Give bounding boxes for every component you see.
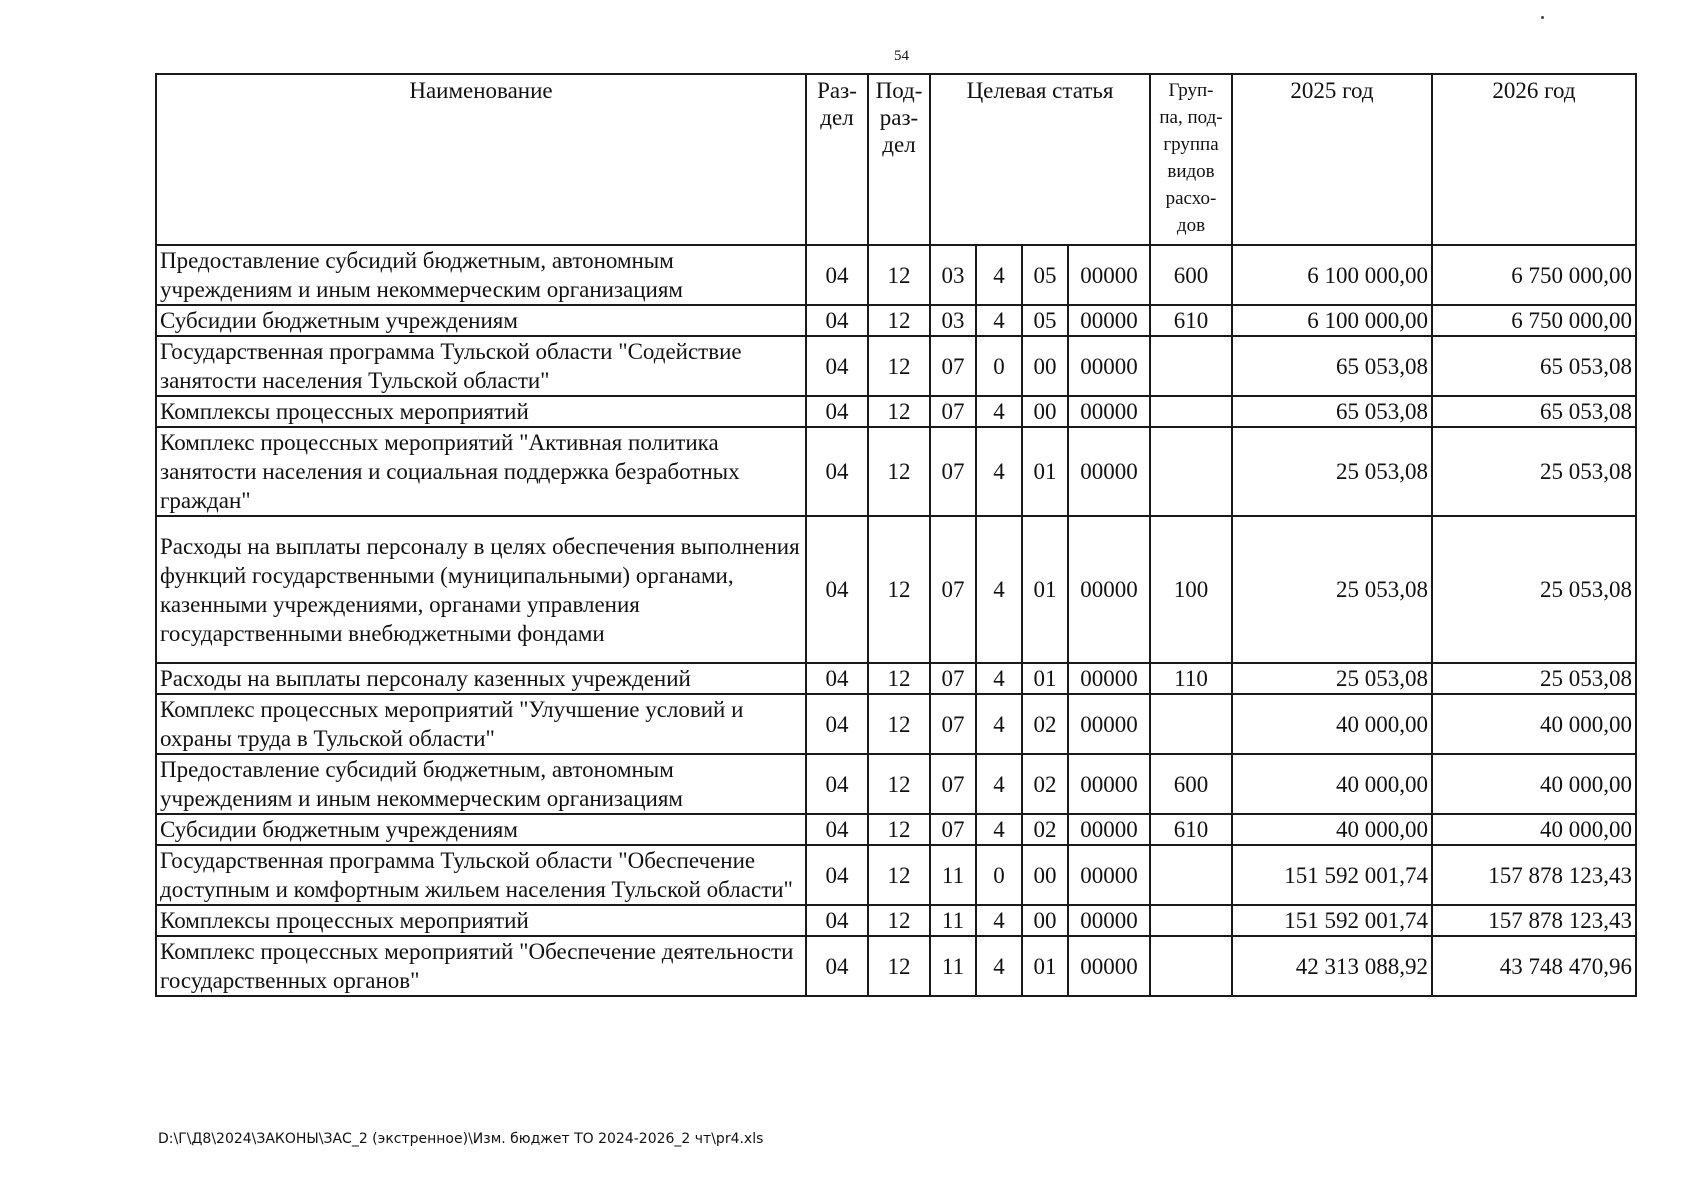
row-target-program: 07 xyxy=(930,814,976,845)
table-row xyxy=(156,905,1636,936)
row-target-type: 4 xyxy=(976,905,1022,936)
row-target-program: 07 xyxy=(930,336,976,396)
row-target-subprogram: 00 xyxy=(1022,905,1068,936)
row-subsection: 12 xyxy=(868,516,930,663)
row-amount-2026: 40 000,00 xyxy=(1432,694,1636,754)
row-target-program: 07 xyxy=(930,516,976,663)
row-amount-2025: 65 053,08 xyxy=(1232,336,1432,396)
row-subsection: 12 xyxy=(868,245,930,305)
row-section: 04 xyxy=(806,754,868,814)
row-section: 04 xyxy=(806,694,868,754)
row-target-direction: 00000 xyxy=(1068,427,1150,516)
row-target-program: 11 xyxy=(930,905,976,936)
row-target-program: 07 xyxy=(930,663,976,694)
row-name: Комплексы процессных мероприятий xyxy=(156,905,806,936)
row-amount-2025: 151 592 001,74 xyxy=(1232,905,1432,936)
row-target-type: 4 xyxy=(976,396,1022,427)
row-amount-2025: 151 592 001,74 xyxy=(1232,845,1432,905)
row-name: Комплексы процессных мероприятий xyxy=(156,396,806,427)
row-target-direction: 00000 xyxy=(1068,663,1150,694)
row-target-program: 07 xyxy=(930,694,976,754)
row-amount-2026: 65 053,08 xyxy=(1432,396,1636,427)
row-section: 04 xyxy=(806,845,868,905)
row-target-type: 4 xyxy=(976,694,1022,754)
header-subsection: Под- раз- дел xyxy=(868,74,930,245)
table-row xyxy=(156,694,1636,754)
row-expense-group xyxy=(1150,694,1232,754)
row-amount-2025: 6 100 000,00 xyxy=(1232,245,1432,305)
row-amount-2026: 25 053,08 xyxy=(1432,427,1636,516)
header-year-2026: 2026 год xyxy=(1432,74,1636,245)
table-row xyxy=(156,336,1636,396)
budget-table xyxy=(155,73,1637,997)
row-amount-2026: 157 878 123,43 xyxy=(1432,845,1636,905)
row-amount-2025: 25 053,08 xyxy=(1232,663,1432,694)
row-amount-2025: 40 000,00 xyxy=(1232,814,1432,845)
row-target-program: 03 xyxy=(930,305,976,336)
row-expense-group xyxy=(1150,905,1232,936)
row-subsection: 12 xyxy=(868,845,930,905)
row-target-type: 4 xyxy=(976,305,1022,336)
row-subsection: 12 xyxy=(868,905,930,936)
table-header-row xyxy=(156,74,1636,245)
row-subsection: 12 xyxy=(868,694,930,754)
row-target-program: 03 xyxy=(930,245,976,305)
row-subsection: 12 xyxy=(868,396,930,427)
row-target-type: 4 xyxy=(976,427,1022,516)
table-row xyxy=(156,754,1636,814)
row-target-type: 4 xyxy=(976,516,1022,663)
page-number: 54 xyxy=(894,48,909,64)
row-expense-group: 600 xyxy=(1150,754,1232,814)
row-amount-2026: 40 000,00 xyxy=(1432,754,1636,814)
row-expense-group xyxy=(1150,936,1232,996)
row-target-subprogram: 01 xyxy=(1022,516,1068,663)
row-name: Комплекс процессных мероприятий "Активная политика занятости населения и социальная поддержка безработных граждан" xyxy=(156,427,806,516)
row-name: Расходы на выплаты персоналу в целях обеспечения выполнения функций государственными (муниципальными) органами, казенными учреждениями, органами управления государственными внебюджетными фондами xyxy=(156,516,806,663)
row-target-subprogram: 02 xyxy=(1022,754,1068,814)
row-target-type: 4 xyxy=(976,814,1022,845)
table-row xyxy=(156,516,1636,663)
row-expense-group xyxy=(1150,845,1232,905)
row-name: Предоставление субсидий бюджетным, автономным учреждениям и иным некоммерческим организациям xyxy=(156,754,806,814)
row-section: 04 xyxy=(806,936,868,996)
row-name: Комплекс процессных мероприятий "Улучшение условий и охраны труда в Тульской области" xyxy=(156,694,806,754)
row-target-subprogram: 00 xyxy=(1022,845,1068,905)
row-target-direction: 00000 xyxy=(1068,936,1150,996)
row-target-type: 4 xyxy=(976,936,1022,996)
row-amount-2026: 157 878 123,43 xyxy=(1432,905,1636,936)
header-expense-group: Груп- па, под- группа видов расхо- дов xyxy=(1150,74,1232,245)
row-target-subprogram: 05 xyxy=(1022,245,1068,305)
row-target-subprogram: 00 xyxy=(1022,396,1068,427)
row-amount-2026: 6 750 000,00 xyxy=(1432,245,1636,305)
table-row xyxy=(156,663,1636,694)
row-target-direction: 00000 xyxy=(1068,845,1150,905)
row-amount-2025: 42 313 088,92 xyxy=(1232,936,1432,996)
table-row xyxy=(156,396,1636,427)
row-expense-group: 110 xyxy=(1150,663,1232,694)
table-row xyxy=(156,936,1636,996)
row-name: Государственная программа Тульской области "Обеспечение доступным и комфортным жильем населения Тульской области" xyxy=(156,845,806,905)
row-target-program: 07 xyxy=(930,754,976,814)
row-section: 04 xyxy=(806,814,868,845)
row-section: 04 xyxy=(806,427,868,516)
row-section: 04 xyxy=(806,245,868,305)
row-amount-2026: 25 053,08 xyxy=(1432,516,1636,663)
row-amount-2025: 6 100 000,00 xyxy=(1232,305,1432,336)
row-target-direction: 00000 xyxy=(1068,396,1150,427)
row-amount-2026: 40 000,00 xyxy=(1432,814,1636,845)
table-row xyxy=(156,305,1636,336)
row-name: Комплекс процессных мероприятий "Обеспечение деятельности государственных органов" xyxy=(156,936,806,996)
row-subsection: 12 xyxy=(868,814,930,845)
row-name: Предоставление субсидий бюджетным, автономным учреждениям и иным некоммерческим организациям xyxy=(156,245,806,305)
row-target-subprogram: 01 xyxy=(1022,427,1068,516)
row-subsection: 12 xyxy=(868,427,930,516)
row-amount-2026: 43 748 470,96 xyxy=(1432,936,1636,996)
row-section: 04 xyxy=(806,396,868,427)
row-section: 04 xyxy=(806,336,868,396)
row-target-direction: 00000 xyxy=(1068,305,1150,336)
row-section: 04 xyxy=(806,905,868,936)
row-name: Субсидии бюджетным учреждениям xyxy=(156,305,806,336)
row-expense-group xyxy=(1150,396,1232,427)
row-target-program: 07 xyxy=(930,427,976,516)
row-name: Государственная программа Тульской области "Содействие занятости населения Тульской области" xyxy=(156,336,806,396)
row-amount-2026: 25 053,08 xyxy=(1432,663,1636,694)
row-target-subprogram: 05 xyxy=(1022,305,1068,336)
row-target-subprogram: 02 xyxy=(1022,814,1068,845)
row-subsection: 12 xyxy=(868,936,930,996)
row-subsection: 12 xyxy=(868,336,930,396)
row-target-direction: 00000 xyxy=(1068,905,1150,936)
scan-speck xyxy=(1541,16,1544,19)
row-section: 04 xyxy=(806,305,868,336)
row-target-direction: 00000 xyxy=(1068,336,1150,396)
row-target-type: 4 xyxy=(976,245,1022,305)
row-name: Субсидии бюджетным учреждениям xyxy=(156,814,806,845)
row-target-type: 4 xyxy=(976,663,1022,694)
row-subsection: 12 xyxy=(868,663,930,694)
header-name: Наименование xyxy=(156,74,806,245)
row-target-subprogram: 00 xyxy=(1022,336,1068,396)
row-subsection: 12 xyxy=(868,305,930,336)
row-expense-group: 610 xyxy=(1150,814,1232,845)
row-expense-group: 610 xyxy=(1150,305,1232,336)
table-row xyxy=(156,427,1636,516)
row-section: 04 xyxy=(806,663,868,694)
row-amount-2025: 40 000,00 xyxy=(1232,754,1432,814)
row-target-direction: 00000 xyxy=(1068,754,1150,814)
table-row xyxy=(156,814,1636,845)
row-amount-2025: 65 053,08 xyxy=(1232,396,1432,427)
row-target-subprogram: 01 xyxy=(1022,663,1068,694)
row-target-direction: 00000 xyxy=(1068,694,1150,754)
row-target-subprogram: 02 xyxy=(1022,694,1068,754)
row-amount-2026: 65 053,08 xyxy=(1432,336,1636,396)
row-amount-2026: 6 750 000,00 xyxy=(1432,305,1636,336)
row-section: 04 xyxy=(806,516,868,663)
table-row xyxy=(156,845,1636,905)
row-target-direction: 00000 xyxy=(1068,814,1150,845)
header-target-article: Целевая статья xyxy=(930,74,1150,245)
row-target-program: 07 xyxy=(930,396,976,427)
row-target-type: 0 xyxy=(976,845,1022,905)
header-year-2025: 2025 год xyxy=(1232,74,1432,245)
row-target-subprogram: 01 xyxy=(1022,936,1068,996)
row-target-direction: 00000 xyxy=(1068,516,1150,663)
row-target-type: 0 xyxy=(976,336,1022,396)
row-amount-2025: 25 053,08 xyxy=(1232,427,1432,516)
row-amount-2025: 40 000,00 xyxy=(1232,694,1432,754)
header-section: Раз- дел xyxy=(806,74,868,245)
row-expense-group xyxy=(1150,427,1232,516)
row-name: Расходы на выплаты персоналу казенных учреждений xyxy=(156,663,806,694)
row-target-program: 11 xyxy=(930,845,976,905)
table-row xyxy=(156,245,1636,305)
row-expense-group: 100 xyxy=(1150,516,1232,663)
row-expense-group: 600 xyxy=(1150,245,1232,305)
file-path-footer: D:\Г\Д8\2024\ЗАКОНЫ\ЗАС_2 (экстренное)\Изм. бюджет ТО 2024-2026_2 чт\pr4.xls xyxy=(158,1131,764,1147)
row-amount-2025: 25 053,08 xyxy=(1232,516,1432,663)
row-target-program: 11 xyxy=(930,936,976,996)
row-expense-group xyxy=(1150,336,1232,396)
row-target-direction: 00000 xyxy=(1068,245,1150,305)
row-subsection: 12 xyxy=(868,754,930,814)
row-target-type: 4 xyxy=(976,754,1022,814)
